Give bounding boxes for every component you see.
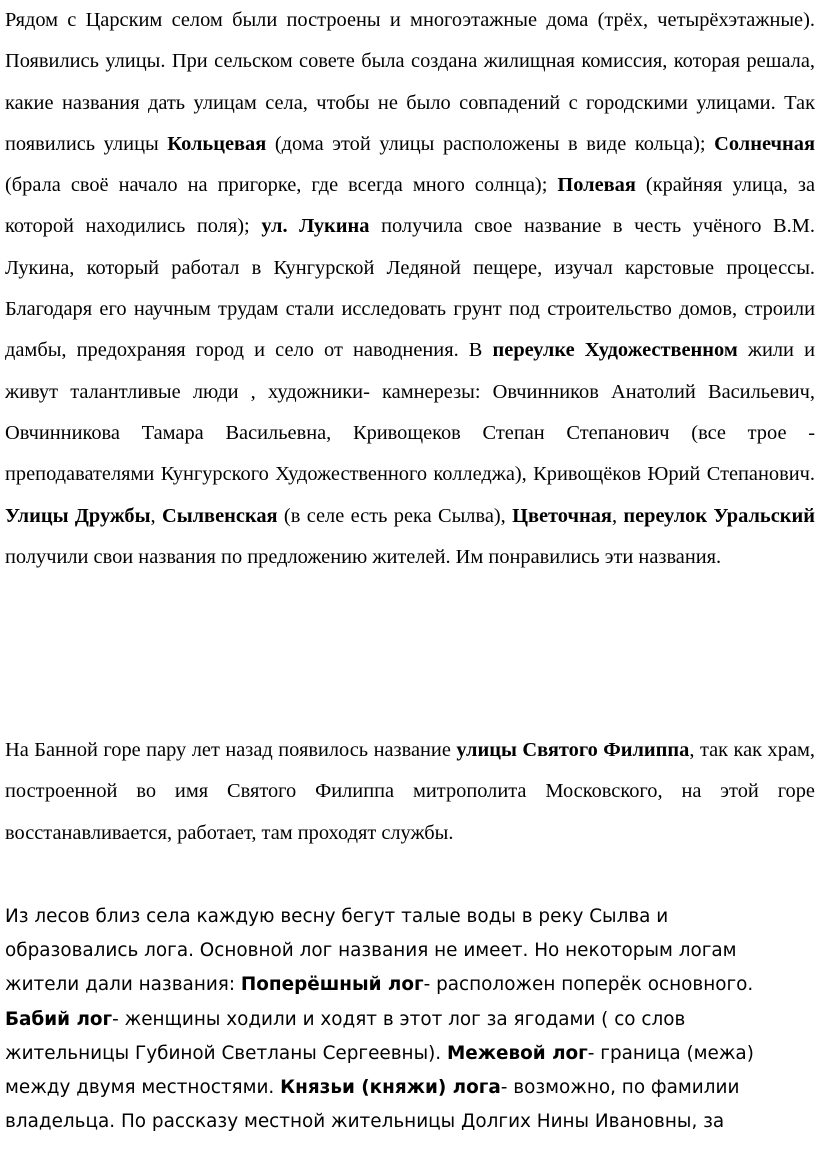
text-run: (в селе есть река Сылва), (277, 504, 513, 527)
log-name-poperyoshny: Поперёшный лог (240, 974, 424, 996)
text-run: Из лесов близ села каждую весну бегут талые воды в реку Сылва и образовались лога. Основной лог названия не имеет. Но некоторым логам жители дали названия: (5, 906, 737, 996)
text-run: На Банной горе пару лет назад появилось название (5, 739, 457, 761)
text-run: (брала своё начало на пригорке, где всегда много солнца); (5, 174, 558, 197)
street-name-solnechnaya: Солнечная (714, 132, 816, 155)
text-run: жили и живут талантливые люди , художники- камнерезы: Овчинников Анатолий Васильевич, Овчинникова Тамара Васильевна, Кривощеков Степан Степанович (все трое - преподавателями Кунгурского Художественного колледжа), Кривощёков Юрий Степанович. (5, 339, 815, 486)
street-name-koltsevaya: Кольцевая (167, 132, 267, 155)
paragraph-text (5, 900, 805, 1139)
street-name-tsvetochnaya: Цветочная (512, 504, 612, 527)
log-name-knyazi: Князьи (княжи) лога (280, 1077, 501, 1099)
street-name-lukina: ул. Лукина (261, 215, 370, 238)
log-name-babiy: Бабий лог (5, 1008, 113, 1030)
text-run: , (611, 504, 624, 527)
text-run: , так как храм, построенной во имя Святого Филиппа митрополита Московского, на этой горе восстанавливается, работает, там проходят службы. (5, 739, 815, 844)
street-name-sylvenskaya: Сылвенская (161, 504, 278, 527)
paragraph-text (5, 0, 815, 578)
text-run: - граница (межа) между двумя местностями. (5, 1042, 754, 1099)
text-run: (крайняя улица, за которой находились поля); (5, 174, 815, 238)
text-run: Рядом с Царским селом были построены и многоэтажные дома (трёх, четырёхэтажные). Появились улицы. При сельском совете была создана жилищная комиссия, которая решала, какие названия дать улицам села, чтобы не было совпадений с городскими улицами. Так появились улицы (5, 9, 815, 155)
street-name-druzhby: Улицы Дружбы (5, 504, 151, 527)
street-name-st-philip: улицы Святого Филиппа (456, 739, 690, 761)
paragraph-street-names (5, 0, 815, 578)
street-name-uralsky: переулок Уральский (623, 504, 815, 527)
text-run: - расположен поперёк основного. (423, 974, 754, 996)
paragraph-logs (5, 900, 805, 1139)
text-run: получили свои названия по предложению жителей. Им понравились эти названия. (5, 545, 722, 568)
street-name-polevaya: Полевая (557, 174, 636, 197)
street-name-khudozhestvenny: переулке Художественном (492, 339, 738, 362)
log-name-mezhevoy: Межевой лог (446, 1042, 588, 1064)
text-run: - возможно, по фамилии владельца. По рассказу местной жительницы Долгих Нины Ивановны, за (5, 1077, 740, 1133)
text-run: , (150, 504, 162, 527)
text-run: - женщины ходили и ходят в этот лог за ягодами ( со слов жительницы Губиной Светланы Сергеевны). (5, 1008, 686, 1064)
paragraph-text (5, 730, 815, 854)
text-run: (дома этой улицы расположены в виде кольца); (266, 132, 715, 155)
paragraph-st-philip (5, 730, 815, 854)
text-run: получила свое название в честь учёного В.М. Лукина, который работал в Кунгурской Ледяной пещере, изучал карстовые процессы. Благодаря его научным трудам стали исследовать грунт под строительство домов, строили дамбы, предохраняя город и село от наводнения. В (5, 215, 815, 362)
